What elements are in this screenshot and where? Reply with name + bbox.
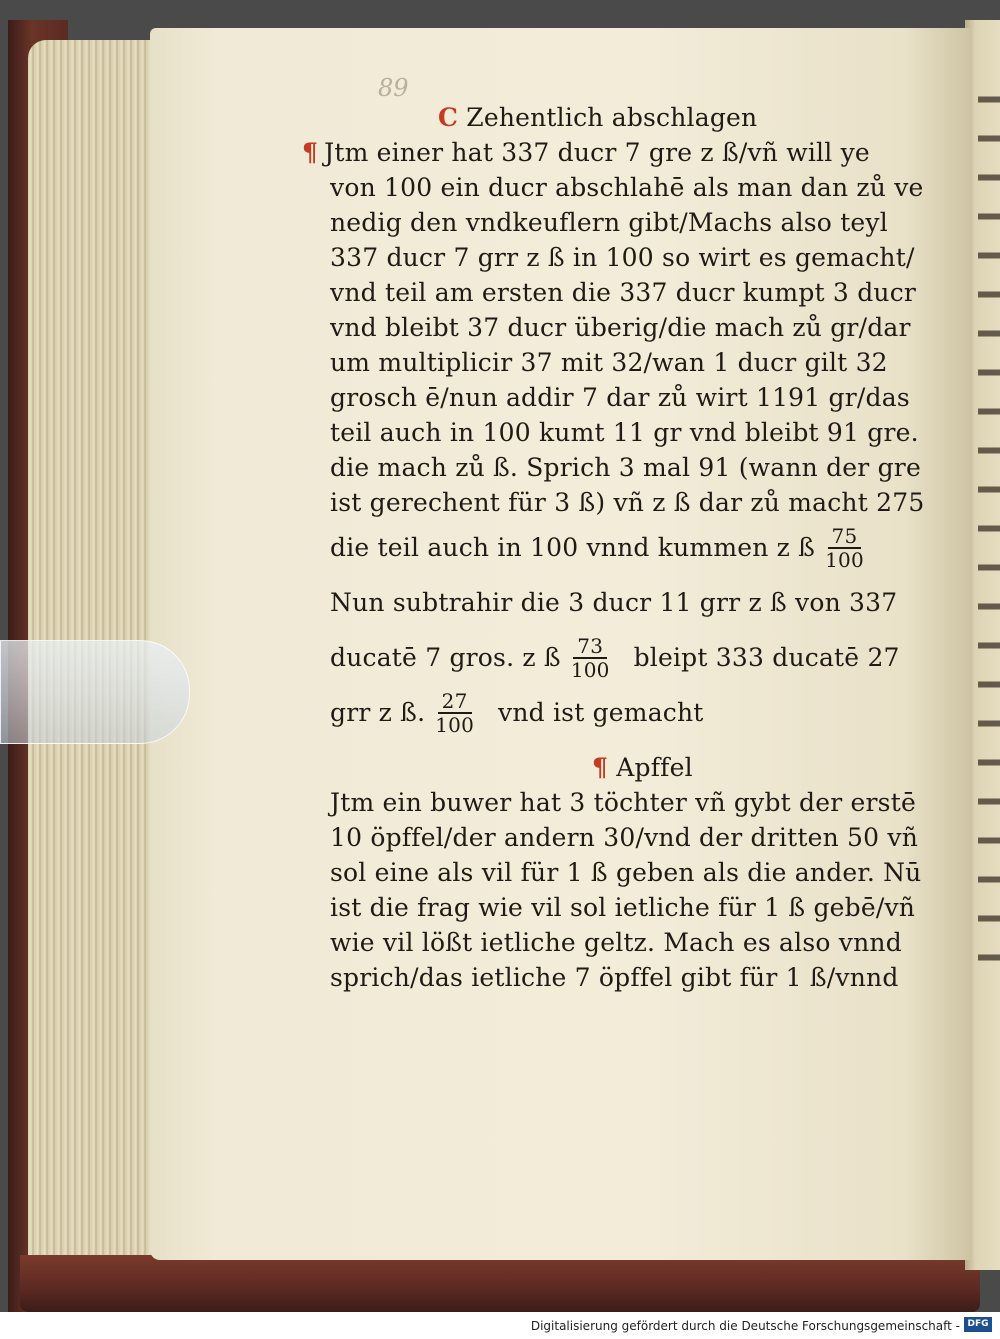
line-text: von 100 ein ducr abschlahē als man dan zů ve xyxy=(330,173,924,202)
line-text: um multiplicir 37 mit 32/wan 1 ducr gilt 32 xyxy=(330,348,888,377)
line-text: nedig den vndkeuflern gibt/Machs also teyl xyxy=(330,208,888,237)
text-line xyxy=(330,380,920,415)
bookmark-clip xyxy=(0,640,190,744)
footer xyxy=(0,1312,1000,1339)
heading-apffel xyxy=(330,750,920,785)
line-text: vnd ist gemacht xyxy=(498,698,704,727)
text-line xyxy=(330,310,920,345)
line-text: ducatē 7 gros. z ß xyxy=(330,643,561,672)
text-line xyxy=(330,275,920,310)
text-line: sprich/das ietliche 7 öpffel gibt für 1 ß/vnnd xyxy=(330,963,899,992)
fraction-numerator: 27 xyxy=(438,690,472,714)
line-text: die mach zů ß. Sprich 3 mal 91 (wann der gre xyxy=(330,453,921,482)
text-line xyxy=(330,485,925,520)
text-line: 10 öpffel/der andern 30/vnd der dritten 50 vñ xyxy=(330,823,919,852)
text-line xyxy=(330,240,920,275)
folio-number: 89 xyxy=(378,74,409,102)
dfg-logo: DFG xyxy=(964,1317,992,1332)
text-line xyxy=(302,135,920,170)
line-text: 337 ducr 7 grr z ß in 100 so wirt es gemacht/ xyxy=(330,243,915,272)
rubric-initial: C xyxy=(438,103,459,132)
line-text: grosch ē/nun addir 7 dar zů wirt 1191 gr/das xyxy=(330,383,910,412)
book-cover-bottom xyxy=(20,1255,980,1312)
line-text: teil auch in 100 kumt 11 gr vnd bleibt 91 gre. xyxy=(330,418,919,447)
fraction-numerator: 75 xyxy=(828,525,862,549)
fraction-line xyxy=(330,520,920,575)
line-text: Jtm einer hat 337 ducr 7 gre z ß/vñ will ye xyxy=(324,138,870,167)
heading-text: Zehentlich abschlagen xyxy=(466,103,758,132)
fraction-denominator: 100 xyxy=(825,547,864,572)
page-text xyxy=(302,100,925,995)
paragraph-mark: ¶ xyxy=(592,753,609,782)
paragraph-mark: ¶ xyxy=(302,138,319,167)
text-line: ist die frag wie vil sol ietliche für 1 ß gebē/vñ xyxy=(330,893,916,922)
facing-page-text xyxy=(978,80,1000,980)
fraction-line xyxy=(330,630,920,685)
text-line: Jtm ein buwer hat 3 töchter vñ gybt der erstē xyxy=(330,788,916,817)
footer-credit: Digitalisierung gefördert durch die Deutsche Forschungsgemeinschaft - xyxy=(530,1319,960,1333)
heading-text: Apffel xyxy=(616,753,693,782)
line-text: die teil auch in 100 vnnd kummen z ß xyxy=(330,533,816,562)
fraction xyxy=(567,635,614,681)
fraction-lines xyxy=(330,520,920,740)
fraction xyxy=(431,690,478,736)
fraction-denominator: 100 xyxy=(435,712,474,737)
heading-zehentlich xyxy=(330,100,920,135)
text-line: sol eine als vil für 1 ß geben als die ander. Nū xyxy=(330,858,922,887)
line-text: vnd teil am ersten die 337 ducr kumpt 3 ducr xyxy=(330,278,917,307)
text-line xyxy=(330,205,920,240)
line-text: Nun subtrahir die 3 ducr 11 grr z ß von 337 xyxy=(330,588,898,617)
fraction-denominator: 100 xyxy=(570,657,610,682)
text-line xyxy=(330,170,924,205)
line-text: ist gerechent für 3 ß) vñ z ß dar zů macht 275 xyxy=(330,488,925,517)
text-line: wie vil lößt ietliche geltz. Mach es also vnnd xyxy=(330,928,902,957)
text-line xyxy=(330,450,920,485)
line-text: vnd bleibt 37 ducr überig/die mach zů gr/dar xyxy=(330,313,911,342)
section-2 xyxy=(330,785,920,995)
fraction-numerator: 73 xyxy=(573,635,607,659)
fraction-line xyxy=(330,685,920,740)
fraction-line xyxy=(330,575,920,630)
text-line xyxy=(330,415,920,450)
fraction xyxy=(821,525,868,571)
line-text: bleipt 333 ducatē 27 xyxy=(633,643,900,672)
line-text: grr z ß. xyxy=(330,698,426,727)
text-line xyxy=(330,345,920,380)
section-1 xyxy=(302,135,925,520)
